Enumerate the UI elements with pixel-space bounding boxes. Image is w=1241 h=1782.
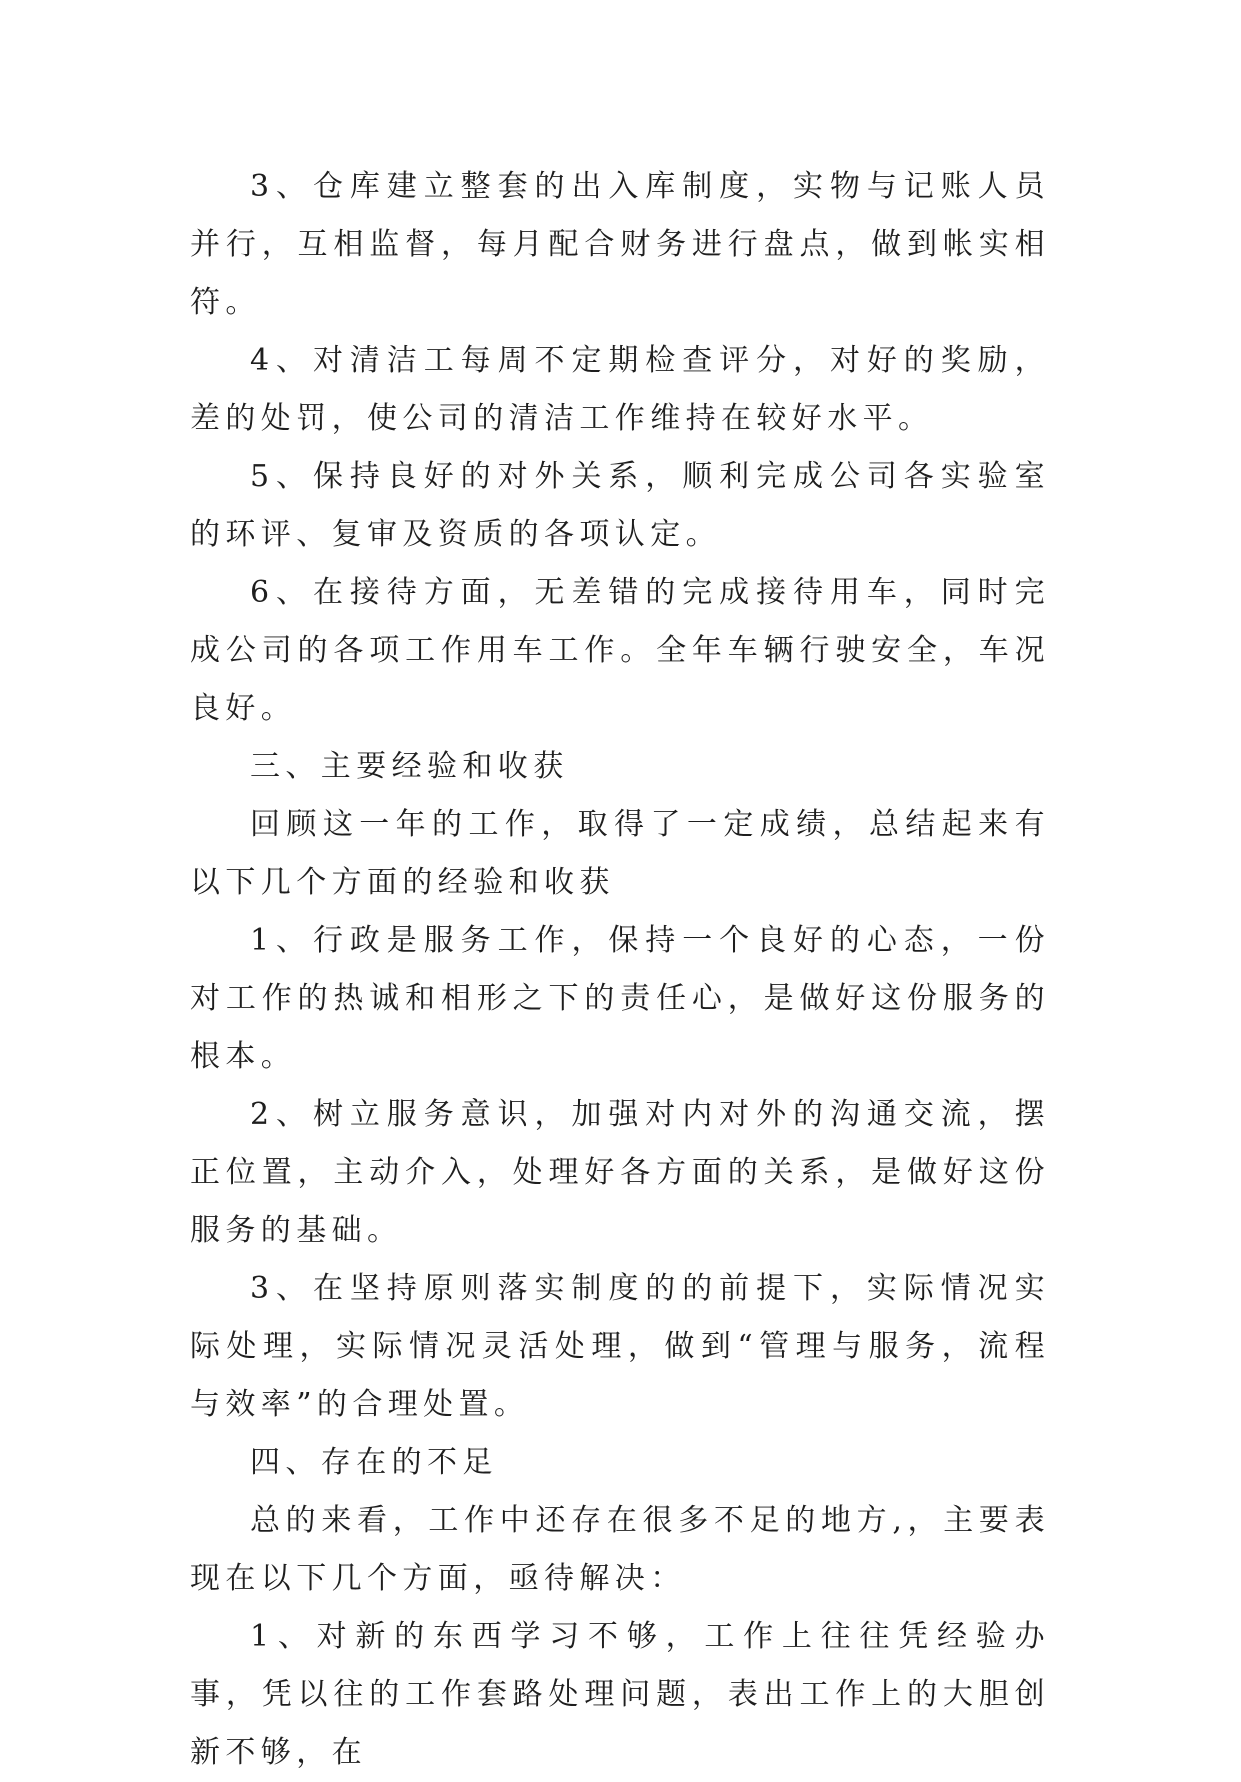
paragraph-learning-gap: 1、对新的东西学习不够，工作上往往凭经验办事，凭以往的工作套路处理问题，表出工作上的大胆创新不够，在	[190, 1619, 1050, 1770]
paragraph-warehouse-system: 3、仓库建立整套的出入库制度，实物与记账人员并行，互相监督，每月配合财务进行盘点，做到帐实相符。	[190, 169, 1050, 320]
paragraph-service-attitude: 1、行政是服务工作，保持一个良好的心态，一份对工作的热诚和相形之下的责任心，是做好这份服务的根本。	[190, 923, 1050, 1074]
paragraph-principles: 3、在坚持原则落实制度的的前提下，实际情况实际处理，实际情况灵活处理，做到“管理与服务，流程与效率”的合理处置。	[190, 1271, 1050, 1422]
paragraph-shortcomings-intro: 总的来看，工作中还存在很多不足的地方,，主要表现在以下几个方面，亟待解决：	[190, 1503, 1050, 1596]
paragraph-service-awareness: 2、树立服务意识，加强对内对外的沟通交流，摆正位置，主动介入，处理好各方面的关系，是做好这份服务的基础。	[190, 1097, 1050, 1248]
paragraph-external-relations: 5、保持良好的对外关系，顺利完成公司各实验室的环评、复审及资质的各项认定。	[190, 459, 1050, 552]
section-heading-experience: 三、主要经验和收获	[250, 749, 569, 784]
paragraph-cleaning-inspection: 4、对清洁工每周不定期检查评分，对好的奖励，差的处罚，使公司的清洁工作维持在较好水平。	[190, 343, 1050, 436]
paragraph-reception-vehicles: 6、在接待方面，无差错的完成接待用车，同时完成公司的各项工作用车工作。全年车辆行驶安全，车况良好。	[190, 575, 1050, 726]
section-heading-shortcomings: 四、存在的不足	[250, 1445, 498, 1480]
document-body	[190, 158, 1050, 1782]
paragraph-experience-intro: 回顾这一年的工作，取得了一定成绩，总结起来有以下几个方面的经验和收获	[190, 807, 1050, 900]
